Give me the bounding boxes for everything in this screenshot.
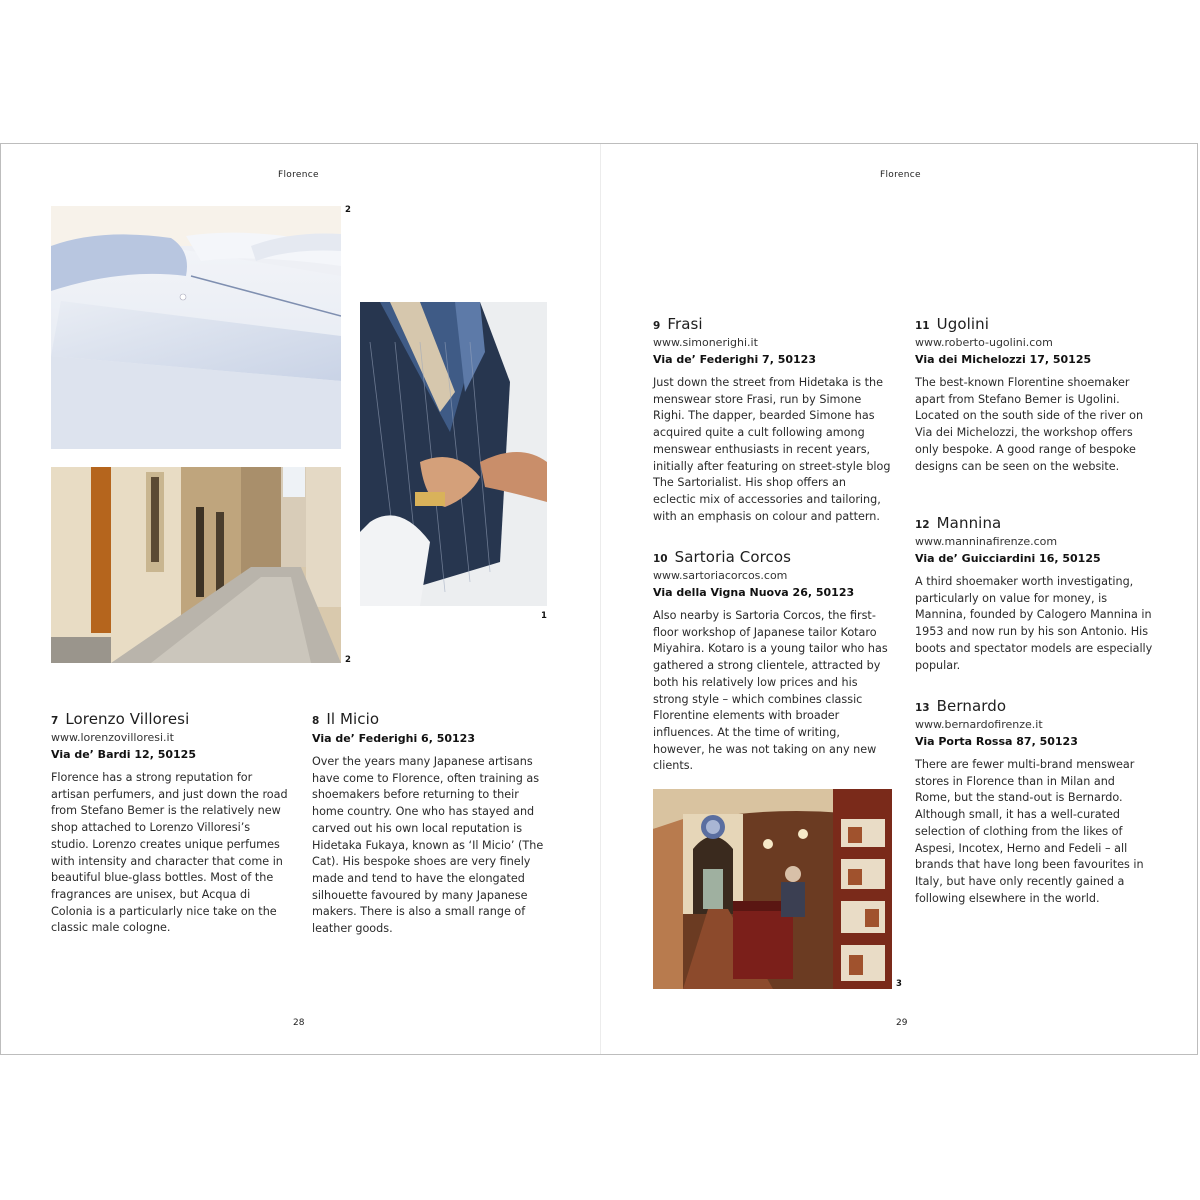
photo-shop-interior: [653, 789, 892, 989]
entry-number: 13: [915, 702, 930, 714]
entry-number: 11: [915, 320, 930, 332]
shop-entry-sartoria-corcos: [653, 548, 891, 775]
entry-website: www.bernardofirenze.it: [915, 718, 1043, 731]
entry-title: Il Micio: [326, 710, 380, 728]
photo-caption-number: 3: [896, 979, 902, 989]
entry-description: There are fewer multi-brand menswear stores in Florence than in Milan and Rome, but the stand-out is Bernardo. Although small, it has a well-curated selection of clothing from the likes of Aspesi, Incotex, Herno and Fedeli – all brands that have long been favourites in Italy, but have only recently gained a following elsewhere in the world.: [915, 758, 1144, 905]
entry-website: www.sartoriacorcos.com: [653, 569, 788, 582]
shop-entry-mannina: [915, 514, 1153, 674]
entry-description: Florence has a strong reputation for artisan perfumers, and just down the road from Stefano Bemer is the relatively new shop attached to Lorenzo Villoresi’s studio. Lorenzo creates unique perfumes with intensity and character that come in beautiful blue-glass bottles. Most of the fragrances are unisex, but Acqua di Colonia is a particularly nice take on the classic male cologne.: [51, 771, 288, 935]
entry-title: Mannina: [936, 514, 1002, 532]
entry-title: Bernardo: [936, 697, 1007, 715]
entry-number: 7: [51, 715, 59, 727]
shop-entry-ugolini: [915, 315, 1153, 475]
photo-caption-number: 2: [345, 205, 351, 215]
entry-number: 9: [653, 320, 661, 332]
entry-description: The best-known Florentine shoemaker apart from Stefano Bemer is Ugolini. Located on the south side of the river on Via dei Michelozzi, the workshop offers only bespoke. A good range of bespoke designs can be seen on the website.: [915, 376, 1144, 473]
photo-folded-shirts: [51, 206, 341, 449]
book-spread: [0, 143, 1198, 1055]
entry-description: Just down the street from Hidetaka is the menswear store Frasi, run by Simone Righi. The dapper, bearded Simone has acquired quite a cult following among menswear enthusiasts in recent years, initially after featuring on street-style blog The Sartorialist. His shop offers an eclectic mix of accessories and tailoring, with an emphasis on colour and pattern.: [653, 376, 891, 523]
photo-florence-street: [51, 467, 341, 663]
entry-description: Over the years many Japanese artisans have come to Florence, often training as shoemakers before returning to their home country. One who has stayed and carved out his own local reputation is Hidetaka Fukaya, known as ‘Il Micio’ (The Cat). His bespoke shoes are very finely made and tend to have the elongated silhouette favoured by many Japanese makers. There is also a small range of leather goods.: [312, 755, 544, 936]
entry-number: 10: [653, 553, 668, 565]
entry-number: 12: [915, 519, 930, 531]
entry-address: Via dei Michelozzi 17, 50125: [915, 353, 1092, 366]
entry-title: Sartoria Corcos: [674, 548, 792, 566]
shop-entry-bernardo: [915, 697, 1153, 907]
entry-address: Via de’ Bardi 12, 50125: [51, 748, 196, 761]
entry-website: www.lorenzovilloresi.it: [51, 731, 174, 744]
entry-address: Via de’ Federighi 7, 50123: [653, 353, 816, 366]
running-head-left: Florence: [278, 170, 319, 180]
entry-address: Via Porta Rossa 87, 50123: [915, 735, 1078, 748]
entry-title: Lorenzo Villoresi: [65, 710, 190, 728]
page-number-right: 29: [896, 1018, 908, 1028]
entry-address: Via de’ Federighi 6, 50123: [312, 732, 475, 745]
photo-caption-number: 2: [345, 655, 351, 665]
shop-entry-il-micio: [312, 710, 550, 938]
photo-tailor-fitting: [360, 302, 547, 606]
entry-description: A third shoemaker worth investigating, particularly on value for money, is Mannina, founded by Calogero Mannina in 1953 and now run by his son Antonio. His boots and spectator models are especially popular.: [915, 575, 1153, 672]
entry-website: www.manninafirenze.com: [915, 535, 1058, 548]
entry-website: www.simonerighi.it: [653, 336, 758, 349]
shop-entry-lorenzo-villoresi: [51, 710, 289, 937]
entry-address: Via de’ Guicciardini 16, 50125: [915, 552, 1101, 565]
entry-description: Also nearby is Sartoria Corcos, the first-floor workshop of Japanese tailor Kotaro Miyahira. Kotaro is a young tailor who has gathered a strong clientele, attracted by both his relatively low prices and his strong style – which combines classic Florentine elements with broader influences. At the time of writing, however, he was not taking on any new clients.: [653, 609, 888, 773]
running-head-right: Florence: [880, 170, 921, 180]
entry-website: www.roberto-ugolini.com: [915, 336, 1053, 349]
entry-title: Ugolini: [936, 315, 990, 333]
photo-caption-number: 1: [541, 611, 547, 621]
entry-number: 8: [312, 715, 320, 727]
shop-entry-frasi: [653, 315, 891, 525]
entry-title: Frasi: [667, 315, 703, 333]
gutter: [600, 144, 601, 1054]
entry-address: Via della Vigna Nuova 26, 50123: [653, 586, 855, 599]
page-number-left: 28: [293, 1018, 305, 1028]
